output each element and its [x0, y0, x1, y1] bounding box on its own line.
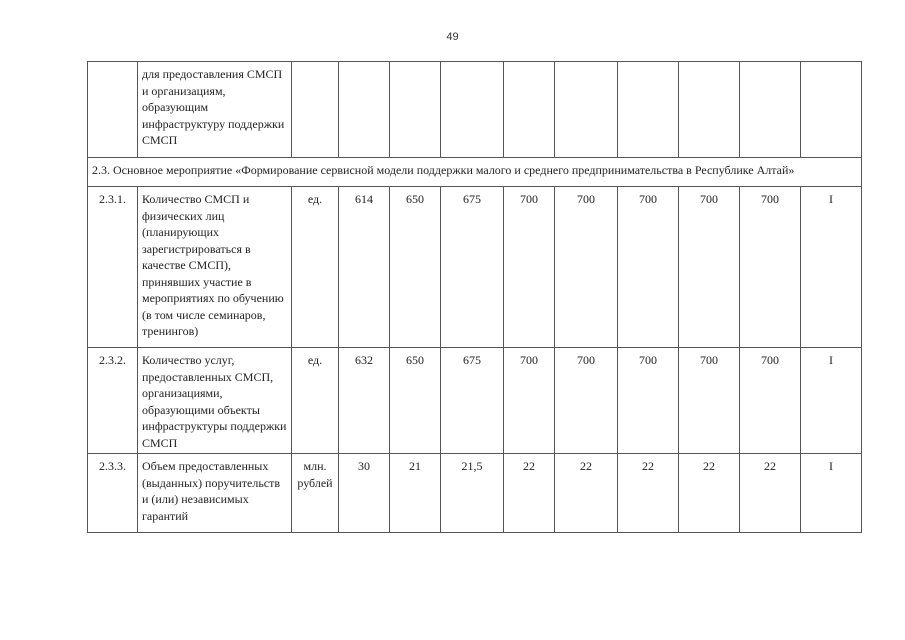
- cell-value: [504, 62, 555, 158]
- cell-value: [441, 62, 504, 158]
- section-title: 2.3. Основное мероприятие «Формирование сервисной модели поддержки малого и среднего предпринимательства в Республике Алтай»: [88, 158, 862, 187]
- cell-unit: ед.: [292, 187, 339, 348]
- cell-value: 22: [504, 454, 555, 533]
- cell-unit: ед.: [292, 348, 339, 454]
- cell-name: Количество услуг, предоставленных СМСП, организациями, образующими объекты инфраструктуры поддержки СМСП: [138, 348, 292, 454]
- cell-value: 22: [679, 454, 740, 533]
- cell-value: 700: [740, 348, 801, 454]
- cell-name: Количество СМСП и физических лиц (планирующих зарегистрироваться в качестве СМСП), принявших участие в мероприятиях по обучению (в том числе семинаров, тренингов): [138, 187, 292, 348]
- table-row: [88, 348, 862, 454]
- cell-value: 22: [740, 454, 801, 533]
- table-row: [88, 187, 862, 348]
- cell-value: 700: [504, 348, 555, 454]
- cell-value: [339, 62, 390, 158]
- cell-type: [801, 62, 862, 158]
- cell-value: 700: [618, 348, 679, 454]
- cell-value: 21: [390, 454, 441, 533]
- cell-value: [390, 62, 441, 158]
- cell-unit: [292, 62, 339, 158]
- cell-value: 632: [339, 348, 390, 454]
- cell-value: [618, 62, 679, 158]
- cell-num: 2.3.3.: [88, 454, 138, 533]
- cell-name: Объем предоставленных (выданных) поручительств и (или) независимых гарантий: [138, 454, 292, 533]
- cell-value: 700: [504, 187, 555, 348]
- cell-unit: млн. рублей: [292, 454, 339, 533]
- cell-value: [679, 62, 740, 158]
- cell-type: I: [801, 348, 862, 454]
- cell-num: 2.3.2.: [88, 348, 138, 454]
- cell-value: 22: [618, 454, 679, 533]
- table-row-continuation: [88, 62, 862, 158]
- cell-num: [88, 62, 138, 158]
- page-number: 49: [446, 31, 459, 43]
- cell-value: [740, 62, 801, 158]
- cell-value: 22: [555, 454, 618, 533]
- cell-value: 614: [339, 187, 390, 348]
- cell-value: 700: [740, 187, 801, 348]
- cell-value: 700: [679, 187, 740, 348]
- cell-type: I: [801, 454, 862, 533]
- cell-name: для предоставления СМСП и организациям, образующим инфраструктуру поддержки СМСП: [138, 62, 292, 158]
- cell-value: 650: [390, 187, 441, 348]
- cell-value: 700: [555, 187, 618, 348]
- cell-type: I: [801, 187, 862, 348]
- indicators-table: [87, 61, 862, 533]
- table-row: [88, 454, 862, 533]
- cell-value: 30: [339, 454, 390, 533]
- cell-value: 700: [679, 348, 740, 454]
- cell-value: 675: [441, 187, 504, 348]
- cell-value: 700: [555, 348, 618, 454]
- cell-num: 2.3.1.: [88, 187, 138, 348]
- cell-value: 650: [390, 348, 441, 454]
- cell-value: 700: [618, 187, 679, 348]
- cell-value: [555, 62, 618, 158]
- cell-value: 675: [441, 348, 504, 454]
- section-header-row: [88, 158, 862, 187]
- cell-value: 21,5: [441, 454, 504, 533]
